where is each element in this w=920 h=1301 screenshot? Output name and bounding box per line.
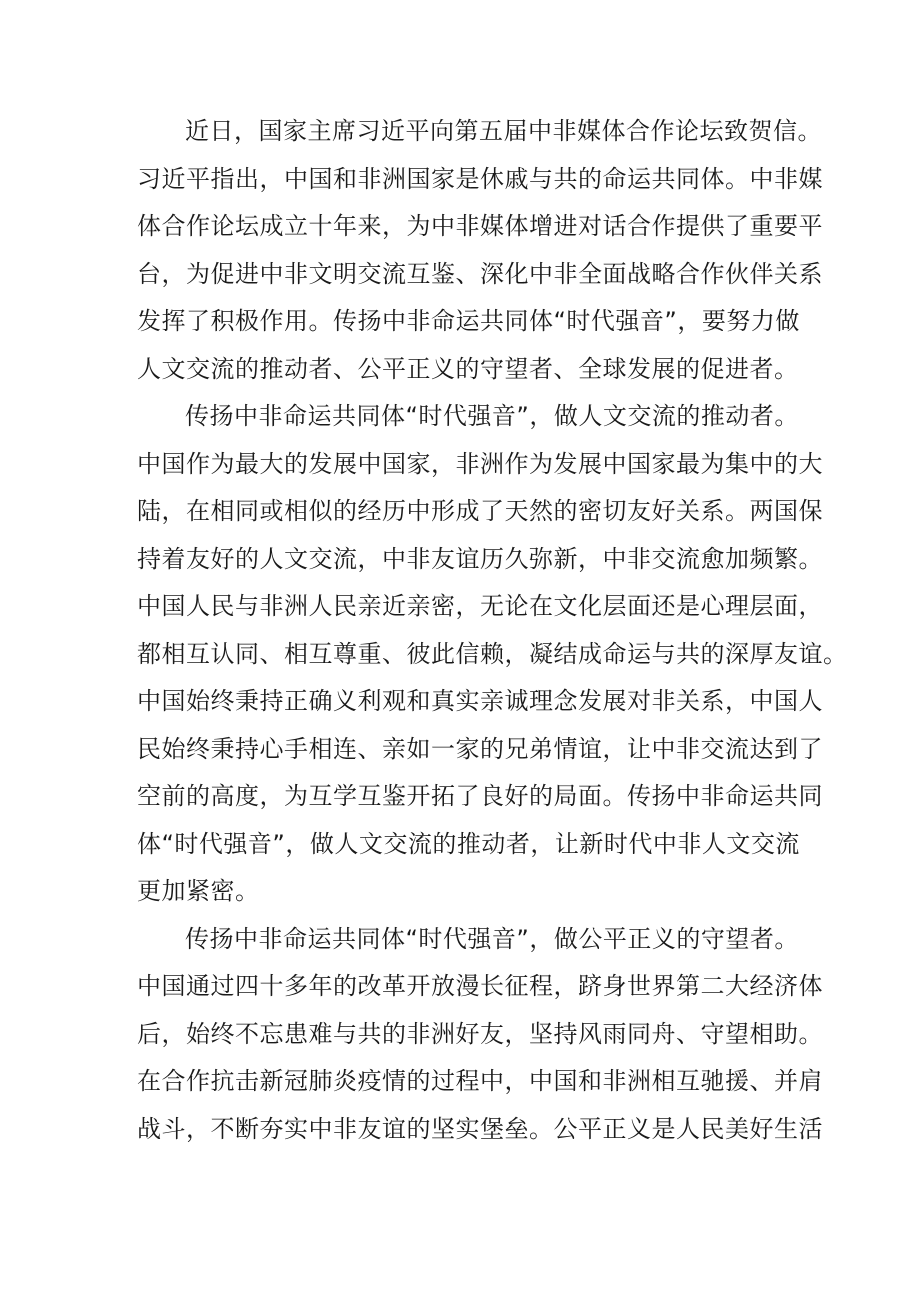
- text-line: 近日，国家主席习近平向第五届中非媒体合作论坛致贺信。: [185, 117, 822, 145]
- text-line: 持着友好的人文交流，中非友谊历久弥新，中非交流愈加频繁。: [137, 544, 823, 573]
- article-body: [137, 108, 848, 1153]
- text-line: 体“时代强音”，做人文交流的推动者，让新时代中非人文交流: [137, 829, 800, 858]
- text-line: 习近平指出，中国和非洲国家是休戚与共的命运共同体。中非媒: [137, 164, 823, 193]
- text-line: 中国作为最大的发展中国家，非洲作为发展中国家最为集中的大: [137, 449, 823, 478]
- text-line: 民始终秉持心手相连、亲如一家的兄弟情谊，让中非交流达到了: [137, 734, 823, 763]
- text-line: 传扬中非命运共同体“时代强音”，做人文交流的推动者。: [185, 402, 799, 430]
- text-line: 中国始终秉持正确义利观和真实亲诚理念发展对非关系，中国人: [137, 687, 823, 715]
- text-line: 空前的高度，为互学互鉴开拓了良好的局面。传扬中非命运共同: [137, 782, 823, 810]
- text-line: 传扬中非命运共同体“时代强音”，做公平正义的守望者。: [185, 924, 799, 953]
- paragraph-1: [137, 108, 823, 393]
- paragraph-2: [137, 393, 848, 916]
- text-line: 后，始终不忘患难与共的非洲好友，坚持风雨同舟、守望相助。: [137, 1019, 823, 1048]
- paragraph-3: [137, 916, 823, 1154]
- text-line: 战斗，不断夯实中非友谊的坚实堡垒。公平正义是人民美好生活: [137, 1114, 823, 1143]
- text-line: 中国人民与非洲人民亲近亲密，无论在文化层面还是心理层面，: [137, 592, 823, 620]
- text-line: 陆，在相同或相似的经历中形成了天然的密切友好关系。两国保: [137, 497, 823, 525]
- text-line: 中国通过四十多年的改革开放漫长征程，跻身世界第二大经济体: [137, 972, 823, 1000]
- text-line: 台，为促进中非文明交流互鉴、深化中非全面战略合作伙伴关系: [137, 259, 823, 288]
- text-line: 更加紧密。: [137, 877, 260, 905]
- text-line: 人文交流的推动者、公平正义的守望者、全球发展的促进者。: [137, 354, 799, 383]
- text-line: 体合作论坛成立十年来，为中非媒体增进对话合作提供了重要平: [137, 212, 823, 240]
- text-line: 都相互认同、相互尊重、彼此信赖，凝结成命运与共的深厚友谊。: [137, 639, 848, 668]
- text-line: 在合作抗击新冠肺炎疫情的过程中，中国和非洲相互驰援、并肩: [137, 1067, 823, 1095]
- text-line: 发挥了积极作用。传扬中非命运共同体“时代强音”，要努力做: [137, 307, 800, 335]
